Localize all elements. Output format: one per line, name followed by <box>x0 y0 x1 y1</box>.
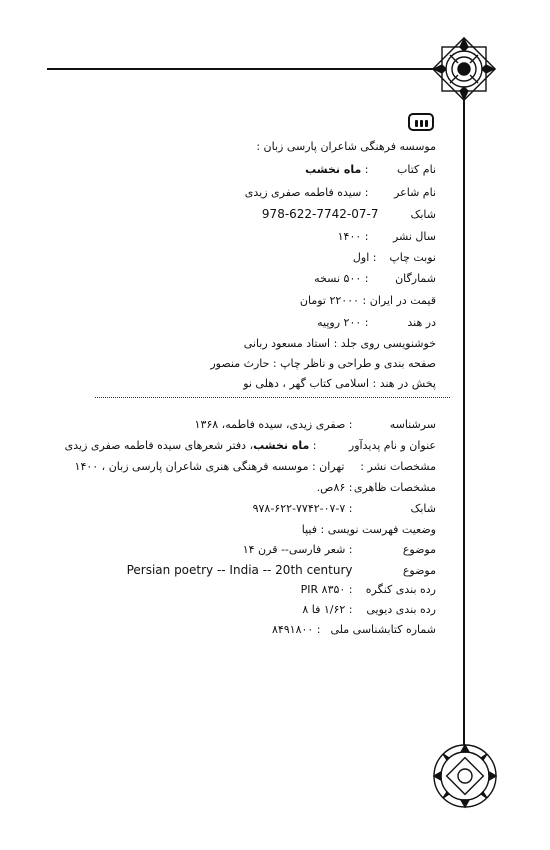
top-ornament-icon <box>428 33 500 105</box>
side-rule <box>463 90 465 758</box>
catalog-subject-label: موضوع <box>402 543 436 556</box>
catalog-publication-label: مشخصات نشر : <box>360 460 436 473</box>
catalog-publication-value: تهران : موسسه فرهنگی هنری شاعران پارسی زبان ، ۱۴۰۰ <box>74 460 345 473</box>
poet-label: نام شاعر <box>394 186 436 199</box>
catalog-subject-row: موضوع : شعر فارسی-- قرن ۱۴ <box>242 543 436 556</box>
catalog-national-label: شماره کتابشناسی ملی <box>330 623 436 636</box>
price-india-row: در هند : ۲۰۰ روپیه <box>317 316 436 329</box>
price-india-value: ۲۰۰ روپیه <box>317 316 362 329</box>
catalog-lc-value: PIR ۸۳۵۰ <box>300 583 346 596</box>
catalog-lc-label: رده بندی کنگره <box>365 583 436 596</box>
isbn-row <box>262 207 436 222</box>
year-row: سال نشر : ۱۴۰۰ <box>337 230 436 243</box>
copies-value: ۵۰۰ نسخه <box>314 272 362 285</box>
catalog-physical-row: مشخصات ظاهری : ۸۶ص. <box>316 481 436 494</box>
book-title-label: نام کتاب <box>397 163 436 176</box>
poet-row <box>245 186 436 200</box>
catalog-physical-value: ۸۶ص. <box>316 481 346 494</box>
catalog-isbn-row: شابک : ۹۷۸-۶۲۲-۷۷۴۲-۰۷-۷ <box>252 502 436 515</box>
price-iran-label: قیمت در ایران <box>369 294 436 307</box>
isbn-label: شابک <box>410 208 436 221</box>
catalog-heading-label: سرشناسه <box>389 418 436 431</box>
calligraphy-line: خوشنویسی روی جلد : استاد مسعود ربانی <box>243 337 436 350</box>
catalog-national-value: ۸۴۹۱۸۰۰ <box>271 623 314 636</box>
price-iran-row: قیمت در ایران : ۲۲۰۰۰ تومان <box>299 294 436 307</box>
catalog-title-bold: ماه نخشب <box>253 439 310 452</box>
catalog-dewey-row: رده بندی دیویی : ۱/۶۲ فا ۸ <box>302 603 436 616</box>
catalog-subject2-label: موضوع <box>402 564 436 577</box>
catalog-title-row: عنوان و نام پدیدآور : ماه نخشب، دفتر شعرهای سیده فاطمه صفری زیدی <box>64 439 436 452</box>
year-value: ۱۴۰۰ <box>337 230 362 243</box>
dotted-separator <box>95 397 450 398</box>
bottom-ornament-icon <box>430 741 500 811</box>
catalog-subject2-row <box>127 563 436 578</box>
catalog-subject2-value: Persian poetry -- India -- 20th century <box>126 563 353 577</box>
publisher-line: موسسه فرهنگی شاعران پارسی زبان : <box>256 140 436 153</box>
copies-label: شمارگان <box>395 272 436 285</box>
catalog-subject-value: شعر فارسی-- قرن ۱۴ <box>242 543 346 556</box>
catalog-heading-value: صفری زیدی، سیده فاطمه، ۱۳۶۸ <box>194 418 346 431</box>
distribution-line: پخش در هند : اسلامی کتاب گهر ، دهلی نو <box>243 377 436 390</box>
catalog-isbn-value: ۹۷۸-۶۲۲-۷۷۴۲-۰۷-۷ <box>252 502 346 515</box>
catalog-publication-row <box>75 460 436 474</box>
catalog-title-label: عنوان و نام پدیدآور <box>348 439 436 452</box>
catalog-heading-row: سرشناسه : صفری زیدی، سیده فاطمه، ۱۳۶۸ <box>194 418 436 431</box>
edition-label: نوبت چاپ <box>389 251 436 264</box>
catalog-physical-label: مشخصات ظاهری <box>353 481 436 494</box>
edition-value: اول <box>352 251 370 264</box>
price-india-label: در هند <box>407 316 436 329</box>
edition-row: نوبت چاپ : اول <box>352 251 436 264</box>
catalog-status-line: وضعیت فهرست نویسی : فیپا <box>301 523 436 536</box>
catalog-dewey-value: ۱/۶۲ فا ۸ <box>302 603 346 616</box>
catalog-lc-row: رده بندی کنگره : PIR ۸۳۵۰ <box>300 583 436 596</box>
catalog-title-rest: ، دفتر شعرهای سیده فاطمه صفری زیدی <box>64 439 254 452</box>
price-iran-value: ۲۲۰۰۰ تومان <box>299 294 360 307</box>
publisher-logo-icon <box>408 113 434 131</box>
poet-value: : سیده فاطمه صفری زیدی <box>244 186 369 199</box>
catalog-isbn-label: شابک <box>410 502 436 515</box>
copies-row: شمارگان : ۵۰۰ نسخه <box>314 272 436 285</box>
catalog-dewey-label: رده بندی دیویی <box>366 603 436 616</box>
catalog-national-row: شماره کتابشناسی ملی : ۸۴۹۱۸۰۰ <box>271 623 436 636</box>
year-label: سال نشر <box>392 230 436 243</box>
layout-line: صفحه بندی و طراحی و ناظر چاپ : حارث منصور <box>210 357 436 370</box>
top-rule <box>47 68 462 70</box>
book-title-value: ماه نخشب <box>305 163 362 176</box>
book-title-row: نام کتاب : ماه نخشب <box>305 163 436 176</box>
isbn-value: 978-622-7742-07-7 <box>261 207 379 221</box>
